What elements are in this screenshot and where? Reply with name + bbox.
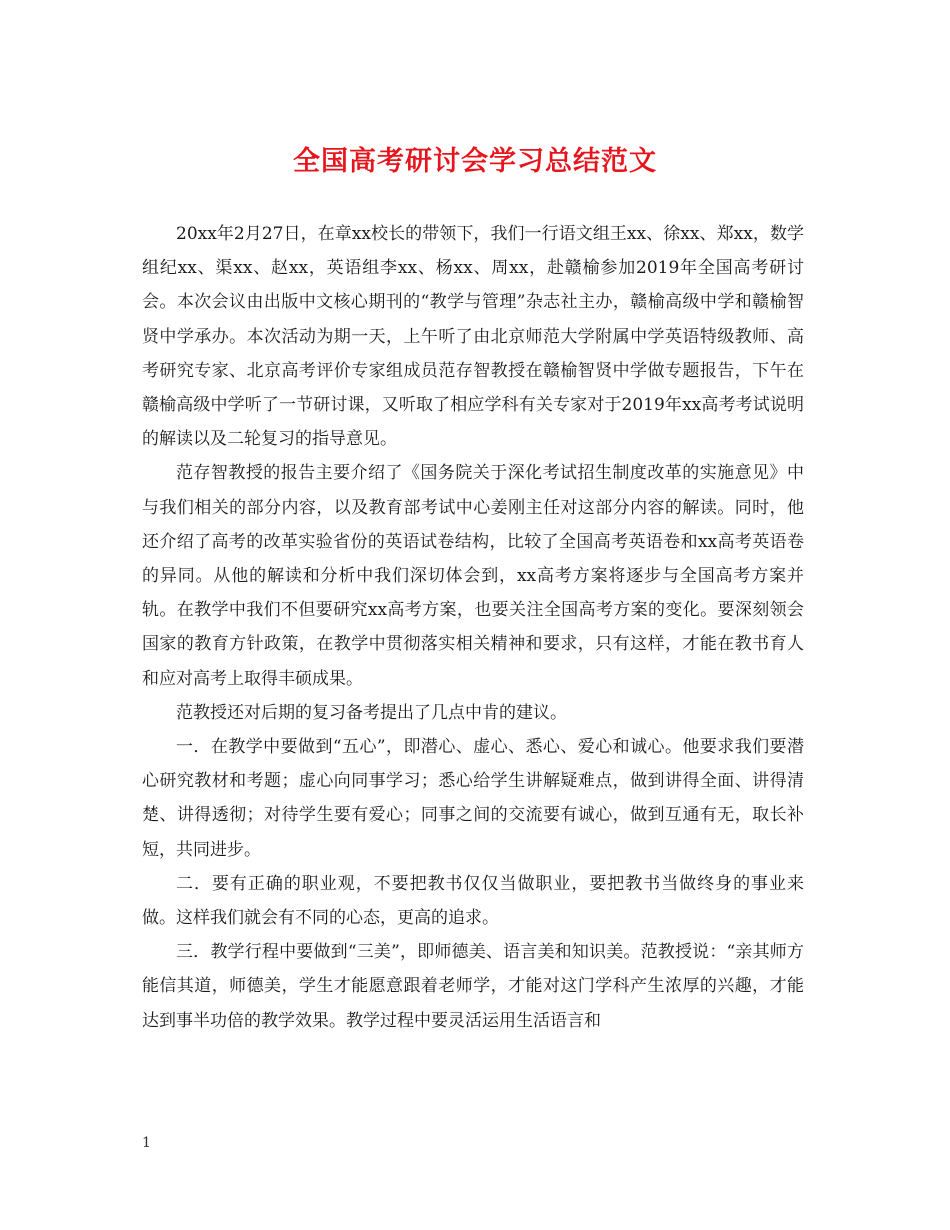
paragraph-1: 20xx年2月27日，在章xx校长的带领下，我们一行语文组王xx、徐xx、郑xx，数学组纪xx、渠xx、赵xx，英语组李xx、杨xx、周xx，赴赣榆参加2019年全国高考研讨会。本次会议由出版中文核心期刊的“教学与管理”杂志社主办，赣榆高级中学和赣榆智贤中学承办。本次活动为期一天，上午听了由北京师范大学附属中学英语特级教师、高考研究专家、北京高考评价专家组成员范存智教授在赣榆智贤中学做专题报告，下午在赣榆高级中学听了一节研讨课，又听取了相应学科有关专家对于2019年xx高考考试说明的解读以及二轮复习的指导意见。 xyxy=(142,224,804,450)
paragraph-3: 范教授还对后期的复习备考提出了几点中肯的建议。 xyxy=(176,702,567,723)
document-body xyxy=(142,217,804,1038)
paragraph-4: 一．在教学中要做到“五心”，即潜心、虚心、悉心、爱心和诚心。他要求我们要潜心研究教材和考题；虚心向同事学习；悉心给学生讲解疑难点，做到讲得全面、讲得清楚、讲得透彻；对待学生要有爱心；同事之间的交流要有诚心，做到互通有无，取长补短，共同进步。 xyxy=(142,737,804,860)
page-number: 1 xyxy=(142,1135,151,1151)
paragraph-2: 范存智教授的报告主要介绍了《国务院关于深化考试招生制度改革的实施意见》中与我们相关的部分内容，以及教育部考试中心姜刚主任对这部分内容的解读。同时，他还介绍了高考的改革实验省份的英语试卷结构，比较了全国高考英语卷和xx高考英语卷的异同。从他的解读和分析中我们深切体会到，xx高考方案将逐步与全国高考方案并轨。在教学中我们不但要研究xx高考方案，也要关注全国高考方案的变化。要深刻领会国家的教育方针政策，在教学中贯彻落实相关精神和要求，只有这样，才能在教书育人和应对高考上取得丰硕成果。 xyxy=(142,463,804,689)
document-title: 全国高考研讨会学习总结范文 xyxy=(293,146,657,177)
paragraph-6: 三．教学行程中要做到“三美”，即师德美、语言美和知识美。范教授说：“亲其师方能信其道，师德美，学生才能愿意跟着老师学，才能对这门学科产生浓厚的兴趣，才能达到事半功倍的教学效果。教学过程中要灵活运用生活语言和 xyxy=(142,942,804,1031)
paragraph-5: 二．要有正确的职业观，不要把教书仅仅当做职业，要把教书当做终身的事业来做。这样我们就会有不同的心态，更高的追求。 xyxy=(142,873,804,929)
